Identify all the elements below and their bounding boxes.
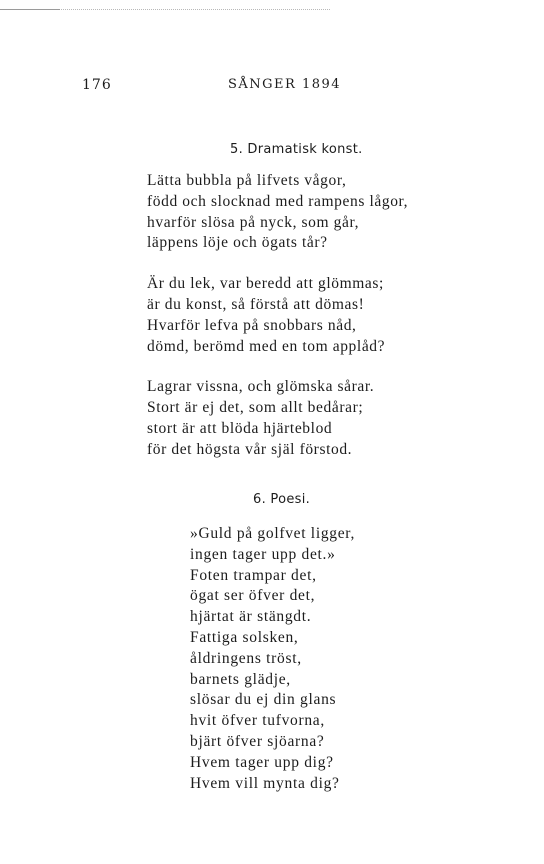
top-scan-rule-solid — [0, 9, 60, 10]
stanza — [147, 171, 447, 254]
poem-line: stort är att blöda hjärteblod — [147, 419, 333, 437]
poem-line: Lätta bubbla på lifvets vågor, — [147, 172, 347, 189]
poem-line: bjärt öfver sjöarna? — [190, 732, 325, 750]
poem-line: ingen tager upp det.» — [190, 545, 336, 563]
poem-line: Är du lek, var beredd att glömmas; — [147, 275, 384, 293]
poem-line: »Guld på golfvet ligger, — [190, 525, 356, 542]
page-number: 176 — [82, 77, 112, 93]
poem-line: Hvem tager upp dig? — [190, 753, 334, 771]
poem-line: hvit öfver tufvorna, — [190, 712, 325, 730]
running-head: SÅNGER 1894 — [228, 77, 342, 92]
poem-line: hvarför slösa på nyck, som går, — [147, 213, 360, 231]
stanza — [147, 377, 447, 460]
poem-line: läppens löje och ögats tår? — [147, 234, 328, 252]
poem-line: är du konst, så förstå att dömas! — [147, 295, 365, 313]
stanza — [190, 524, 450, 794]
section-heading-dramatisk-konst: 5. Dramatisk konst. — [230, 142, 363, 157]
section-heading-poesi: 6. Poesi. — [253, 492, 311, 507]
poem-dramatisk-konst — [147, 171, 447, 481]
poem-line: hjärtat är stängdt. — [190, 608, 312, 626]
poem-line: Fattiga solsken, — [190, 628, 299, 646]
stanza — [147, 274, 447, 357]
poem-line: Stort är ej det, som allt bedårar; — [147, 399, 364, 417]
poem-line: Hvarför lefva på snobbars nåd, — [147, 316, 357, 334]
poem-line: åldringens tröst, — [190, 649, 302, 667]
poem-line: Foten trampar det, — [190, 566, 317, 584]
poem-line: Hvem vill mynta dig? — [190, 774, 340, 792]
poem-line: född och slocknad med rampens lågor, — [147, 192, 409, 210]
poem-line: för det högsta vår själ förstod. — [147, 440, 353, 458]
poem-poesi — [190, 524, 450, 814]
poem-line: ögat ser öfver det, — [190, 587, 316, 605]
poem-line: dömd, berömd med en tom applåd? — [147, 337, 386, 355]
poem-line: slösar du ej din glans — [190, 691, 337, 709]
poem-line: barnets glädje, — [190, 670, 291, 688]
poem-line: Lagrar vissna, och glömska sårar. — [147, 378, 375, 396]
